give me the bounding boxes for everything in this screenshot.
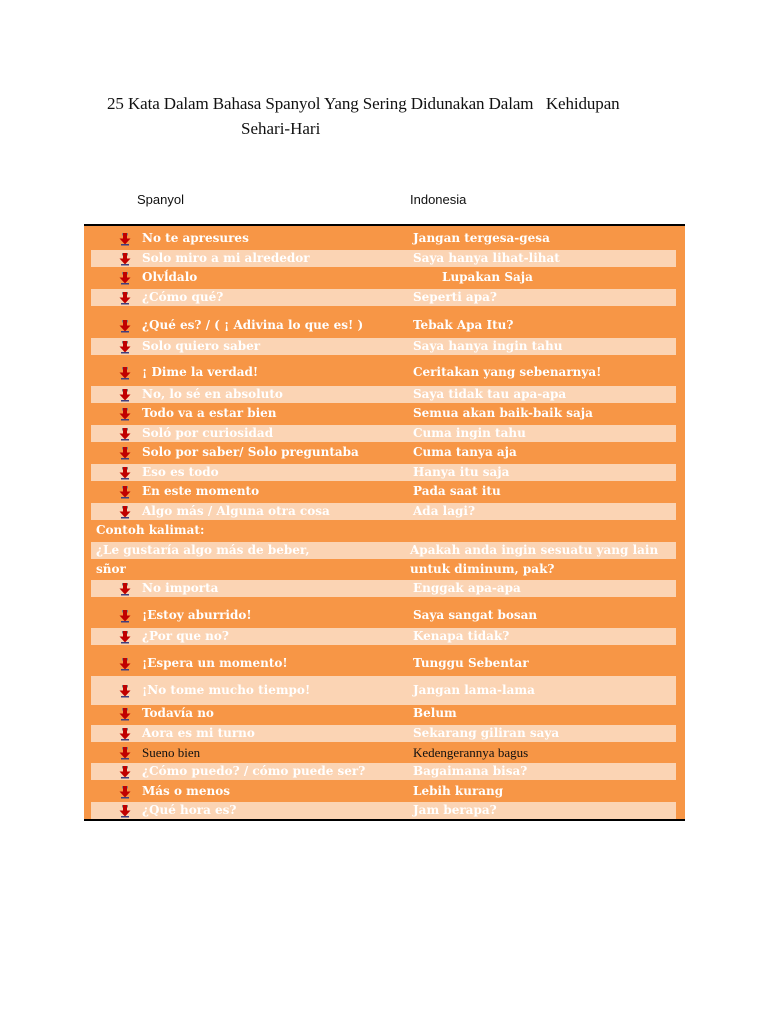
down-arrow-icon bbox=[118, 505, 132, 519]
spanish-phrase: sñor bbox=[96, 562, 126, 576]
spanish-phrase: No te apresures bbox=[142, 231, 249, 245]
down-arrow-icon bbox=[118, 727, 132, 741]
table-row bbox=[84, 425, 685, 442]
spanish-phrase: Solo miro a mi alrededor bbox=[142, 251, 310, 265]
indonesian-translation: Enggak apa-apa bbox=[413, 581, 521, 595]
down-arrow-icon bbox=[118, 407, 132, 421]
column-header-spanyol: Spanyol bbox=[137, 192, 184, 207]
down-arrow-icon bbox=[118, 271, 132, 285]
table-row bbox=[84, 289, 685, 306]
indonesian-translation: Saya hanya lihat-lihat bbox=[413, 251, 560, 265]
down-arrow-icon bbox=[118, 340, 132, 354]
table-row bbox=[84, 312, 685, 340]
table-row bbox=[84, 386, 685, 403]
table-row bbox=[84, 503, 685, 520]
table-row bbox=[84, 359, 685, 387]
table-row bbox=[84, 269, 685, 287]
indonesian-translation: Cuma tanya aja bbox=[413, 445, 517, 459]
indonesian-translation: Tebak Apa Itu? bbox=[413, 318, 514, 332]
spanish-phrase: En este momento bbox=[142, 484, 260, 498]
down-arrow-icon bbox=[118, 785, 132, 799]
down-arrow-icon bbox=[118, 388, 132, 402]
table-row bbox=[84, 444, 685, 462]
spanish-phrase: Más o menos bbox=[142, 784, 230, 798]
spanish-phrase: Solo por saber/ Solo preguntaba bbox=[142, 445, 359, 459]
spanish-phrase: Aora es mi turno bbox=[142, 726, 255, 740]
down-arrow-icon bbox=[118, 232, 132, 246]
column-header-indonesia: Indonesia bbox=[410, 192, 467, 207]
spanish-phrase: ¿Qué es? / ( ¡ Adivina lo que es! ) bbox=[142, 318, 364, 332]
table-row bbox=[84, 561, 685, 579]
spanish-phrase: ¿Qué hora es? bbox=[142, 803, 237, 817]
table-row bbox=[84, 705, 685, 723]
indonesian-translation: Pada saat itu bbox=[413, 484, 501, 498]
spanish-phrase: ¿Por que no? bbox=[142, 629, 229, 643]
indonesian-translation: Kenapa tidak? bbox=[413, 629, 510, 643]
table-row bbox=[84, 763, 685, 780]
down-arrow-icon bbox=[118, 707, 132, 721]
vocabulary-table bbox=[84, 224, 685, 821]
spanish-phrase: ¿Le gustaría algo más de beber, bbox=[96, 543, 310, 557]
indonesian-translation: Belum bbox=[413, 706, 457, 720]
spanish-phrase: Solo quiero saber bbox=[142, 339, 261, 353]
indonesian-translation: Apakah anda ingin sesuatu yang lain bbox=[410, 543, 659, 557]
spanish-phrase: Todavía no bbox=[142, 706, 214, 720]
spanish-phrase: Eso es todo bbox=[142, 465, 219, 479]
down-arrow-icon bbox=[118, 657, 132, 671]
indonesian-translation: Seperti apa? bbox=[413, 290, 497, 304]
indonesian-translation: Sekarang giliran saya bbox=[413, 726, 560, 740]
spanish-phrase: No importa bbox=[142, 581, 219, 595]
down-arrow-icon bbox=[118, 684, 132, 698]
table-row bbox=[84, 744, 685, 762]
table-row bbox=[84, 338, 685, 355]
table-row bbox=[84, 542, 685, 559]
indonesian-translation: Cuma ingin tahu bbox=[413, 426, 526, 440]
table-row bbox=[84, 725, 685, 742]
table-row bbox=[84, 405, 685, 423]
down-arrow-icon bbox=[118, 252, 132, 266]
down-arrow-icon bbox=[118, 485, 132, 499]
indonesian-translation: Saya sangat bosan bbox=[413, 608, 538, 622]
table-row bbox=[84, 230, 685, 248]
down-arrow-icon bbox=[118, 319, 132, 333]
table-row bbox=[84, 250, 685, 267]
down-arrow-icon bbox=[118, 427, 132, 441]
table-row bbox=[84, 802, 685, 819]
spanish-phrase: Algo más / Alguna otra cosa bbox=[142, 504, 330, 518]
down-arrow-icon bbox=[118, 366, 132, 380]
table-row bbox=[84, 676, 685, 705]
spanish-phrase: Contoh kalimat: bbox=[96, 523, 205, 537]
table-row bbox=[84, 628, 685, 645]
spanish-phrase: ¿Cómo qué? bbox=[142, 290, 224, 304]
indonesian-translation: Saya tidak tau apa-apa bbox=[413, 387, 567, 401]
table-row bbox=[84, 483, 685, 501]
table-row bbox=[84, 580, 685, 597]
down-arrow-icon bbox=[118, 765, 132, 779]
spanish-phrase: Soló por curiosidad bbox=[142, 426, 274, 440]
indonesian-translation: Ceritakan yang sebenarnya! bbox=[413, 365, 602, 379]
spanish-phrase: No, lo sé en absoluto bbox=[142, 387, 283, 401]
indonesian-translation: Tunggu Sebentar bbox=[413, 656, 529, 670]
document-title-line1: 25 Kata Dalam Bahasa Spanyol Yang Sering Didunakan Dalam Kehidupan bbox=[107, 94, 620, 113]
indonesian-translation: Saya hanya ingin tahu bbox=[413, 339, 563, 353]
down-arrow-icon bbox=[118, 804, 132, 818]
indonesian-translation: Bagaimana bisa? bbox=[413, 764, 528, 778]
indonesian-translation: Kedengerannya bagus bbox=[413, 745, 529, 760]
spanish-phrase: Olvĺdalo bbox=[142, 270, 198, 284]
indonesian-translation: Lebih kurang bbox=[413, 784, 504, 798]
down-arrow-icon bbox=[118, 746, 132, 760]
indonesian-translation: Lupakan Saja bbox=[442, 270, 533, 284]
down-arrow-icon bbox=[118, 609, 132, 623]
document-title-line2: Sehari-Hari bbox=[241, 119, 321, 138]
table-row bbox=[84, 602, 685, 630]
table-row bbox=[84, 650, 685, 678]
table-row bbox=[84, 783, 685, 801]
indonesian-translation: Jangan tergesa-gesa bbox=[413, 231, 550, 245]
down-arrow-icon bbox=[118, 291, 132, 305]
down-arrow-icon bbox=[118, 582, 132, 596]
down-arrow-icon bbox=[118, 446, 132, 460]
table-row bbox=[84, 522, 685, 540]
spanish-phrase: ¡No tome mucho tiempo! bbox=[142, 683, 311, 697]
spanish-phrase: Todo va a estar bien bbox=[142, 406, 277, 420]
indonesian-translation: Ada lagi? bbox=[413, 504, 475, 518]
down-arrow-icon bbox=[118, 466, 132, 480]
table-row bbox=[84, 464, 685, 481]
spanish-phrase: ¡Estoy aburrido! bbox=[142, 608, 252, 622]
down-arrow-icon bbox=[118, 630, 132, 644]
spanish-phrase: ¡ Dime la verdad! bbox=[142, 365, 259, 379]
indonesian-translation: Jangan lama-lama bbox=[413, 683, 535, 697]
indonesian-translation: Jam berapa? bbox=[413, 803, 497, 817]
spanish-phrase: ¿Cómo puedo? / cómo puede ser? bbox=[142, 764, 366, 778]
spanish-phrase: Sueno bien bbox=[142, 745, 201, 760]
indonesian-translation: Semua akan baik-baik saja bbox=[413, 406, 593, 420]
indonesian-translation: untuk diminum, pak? bbox=[410, 562, 555, 576]
spanish-phrase: ¡Espera un momento! bbox=[142, 656, 288, 670]
indonesian-translation: Hanya itu saja bbox=[413, 465, 510, 479]
